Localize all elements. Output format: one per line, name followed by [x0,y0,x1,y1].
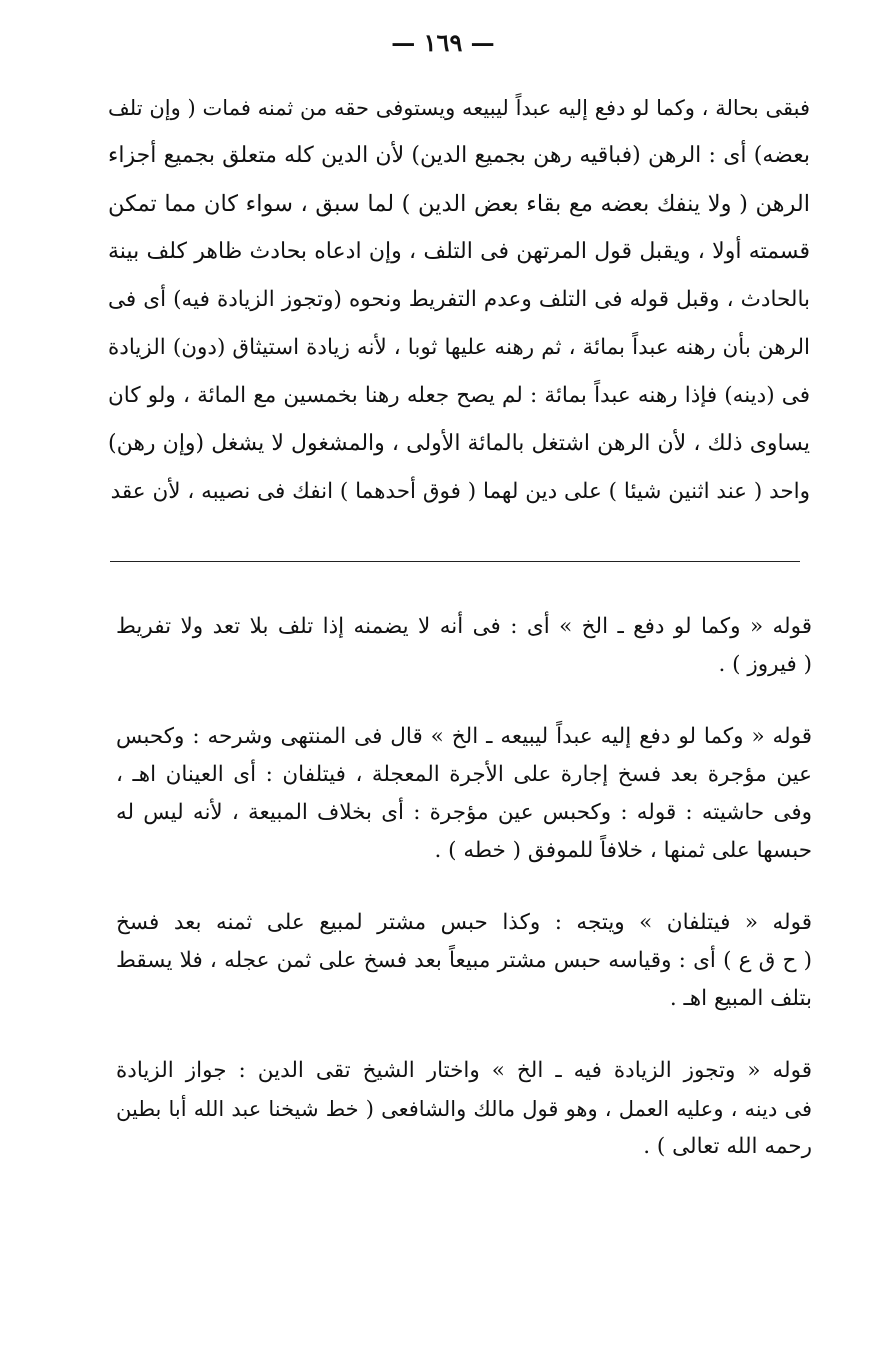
footnote [116,1052,812,1166]
footnote-line: بتلف المبيع اهـ . [669,986,812,1011]
footnote [116,904,812,1018]
footnotes-section [116,608,812,1200]
footnote-line: قوله « وتجوز الزيادة فيه ـ الخ » واختار الشيخ تقى الدين : جواز الزيادة [116,1058,812,1083]
footnote-line: ( فيروز ) . [718,652,812,677]
page-number: — ١٦٩ — [391,28,495,57]
footnote-line: فى دينه ، وعليه العمل ، وهو قول مالك والشافعى ( خط شيخنا عبد الله أبا بطين [116,1097,812,1121]
footnote-line: حبسها على ثمنها ، خلافاً للموفق ( خطه ) . [434,838,812,863]
footnote-line: وفى حاشيته : قوله : وكحبس عين مؤجرة : أى بخلاف المبيعة ، لأنه ليس له [116,800,812,825]
footnote-separator [110,561,800,562]
main-text-line: بعضه) أى : الرهن (فباقيه رهن بجميع الدين) لأن الدين كله متعلق بجميع أجزاء [108,143,810,168]
footnote-line: قوله « وكما لو دفع إليه عبداً ليبيعه ـ الخ » قال فى المنتهى وشرحه : وكحبس [116,724,812,749]
footnote-line: عين مؤجرة بعد فسخ إجارة على الأجرة المعجلة ، فيتلفان : أى العينان اهـ ، [116,762,812,787]
main-text-line: بالحادث ، وقبل قوله فى التلف وعدم التفريط ونحوه (وتجوز الزيادة فيه) أى فى [108,287,810,312]
main-text-line: فبقى بحالة ، وكما لو دفع إليه عبداً ليبيعه ويستوفى حقه من ثمنه فمات ( وإن تلف [108,96,810,120]
main-text-line: قسمته أولا ، ويقبل قول المرتهن فى التلف ، وإن ادعاه بحادث ظاهر كلف بينة [108,239,810,264]
footnote-line: قوله « وكما لو دفع ـ الخ » أى : فى أنه لا يضمنه إذا تلف بلا تعد ولا تفريط [116,614,812,639]
footnote [116,608,812,684]
main-text-line: فى (دينه) فإذا رهنه عبداً بمائة : لم يصح جعله رهنا بخمسين مع المائة ، ولو كان [108,383,810,408]
main-text-line: يساوى ذلك ، لأن الرهن اشتغل بالمائة الأولى ، والمشغول لا يشغل (وإن رهن) [108,431,810,456]
main-text-line: واحد ( عند اثنين شيئا ) على دين لهما ( فوق أحدهما ) انفك فى نصيبه ، لأن عقد [110,479,810,504]
footnote [116,718,812,870]
main-text-line: الرهن بأن رهنه عبداً بمائة ، ثم رهنه عليها ثوبا ، لأنه زيادة استيثاق (دون) الزيادة [108,335,810,360]
main-text-line: الرهن ( ولا ينفك بعضه مع بقاء بعض الدين ) لما سبق ، سواء كان مما تمكن [108,191,810,217]
footnote-line: قوله « فيتلفان » ويتجه : وكذا حبس مشتر لمبيع على ثمنه بعد فسخ [116,910,812,935]
footnote-line: رحمه الله تعالى ) . [643,1134,812,1159]
main-text-block [108,84,810,516]
footnote-line: ( ح ق ع ) أى : وقياسه حبس مشتر مبيعاً بعد فسخ على ثمن عجله ، فلا يسقط [116,948,812,973]
